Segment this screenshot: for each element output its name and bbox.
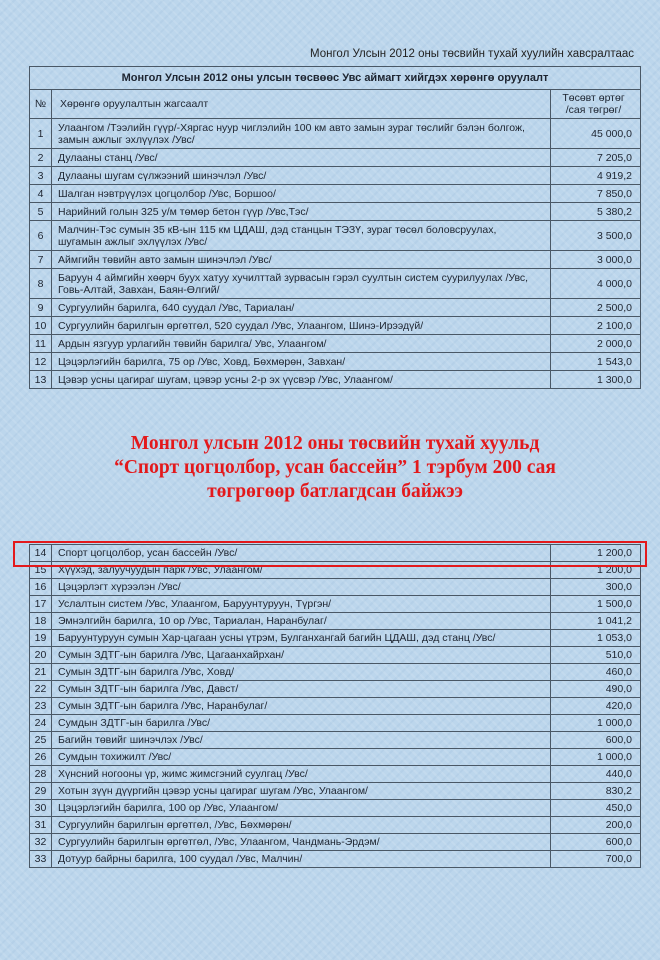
table-row bbox=[30, 698, 641, 715]
row-num: 7 bbox=[30, 251, 52, 269]
row-name-line1: Нарийний голын 325 у/м төмөр бетон гүүр /Увс,Тэс/ bbox=[58, 205, 309, 218]
row-num: 1 bbox=[30, 119, 52, 149]
row-amount: 700,0 bbox=[551, 851, 641, 868]
row-name-line1: Ардын язгуур урлагийн төвийн барилга/ Увс, Улаангом/ bbox=[58, 337, 327, 350]
row-name bbox=[52, 371, 551, 389]
row-num: 28 bbox=[30, 766, 52, 783]
row-name bbox=[52, 185, 551, 203]
row-name-line1: Аймгийн төвийн авто замын шинэчлэл /Увс/ bbox=[58, 253, 272, 266]
annotation-line3: төгрөгөөр батлагдсан байжээ bbox=[207, 481, 463, 502]
row-num: 8 bbox=[30, 269, 52, 299]
row-amount: 4 919,2 bbox=[550, 167, 640, 185]
row-num: 19 bbox=[30, 630, 52, 647]
row-name-line1: Шалган нэвтрүүлэх цогцолбор /Увс, Боршоо/ bbox=[58, 187, 276, 200]
row-name: Баруунтуруун сумын Хар-цагаан усны үтрэм, Булганхангай багийн ЦДАШ, дэд станц /Увс/ bbox=[52, 630, 551, 647]
row-name bbox=[52, 269, 551, 299]
row-num: 26 bbox=[30, 749, 52, 766]
header-amount-line1: Төсөвт өртөг bbox=[562, 92, 625, 104]
table-row bbox=[30, 766, 641, 783]
red-annotation bbox=[40, 432, 630, 504]
row-amount: 1 000,0 bbox=[551, 749, 641, 766]
header-name: Хөрөнгө оруулалтын жагсаалт bbox=[52, 90, 551, 119]
row-num: 22 bbox=[30, 681, 52, 698]
row-name bbox=[52, 221, 551, 251]
table-row bbox=[30, 353, 641, 371]
row-num: 12 bbox=[30, 353, 52, 371]
row-name bbox=[52, 203, 551, 221]
table-row bbox=[30, 749, 641, 766]
row-num: 3 bbox=[30, 167, 52, 185]
table-row bbox=[30, 664, 641, 681]
row-amount: 5 380,2 bbox=[550, 203, 640, 221]
highlight-box bbox=[13, 541, 647, 567]
row-num: 17 bbox=[30, 596, 52, 613]
row-amount: 460,0 bbox=[551, 664, 641, 681]
row-name: Эмнэлгийн барилга, 10 ор /Увс, Тариалан, Наранбулаг/ bbox=[52, 613, 551, 630]
row-num: 14 bbox=[30, 545, 52, 562]
row-name bbox=[52, 335, 551, 353]
row-amount: 7 850,0 bbox=[550, 185, 640, 203]
row-name: Сумын ЗДТГ-ын барилга /Увс, Цагаанхайрхан/ bbox=[52, 647, 551, 664]
row-num: 13 bbox=[30, 371, 52, 389]
table-body-top bbox=[30, 119, 641, 389]
row-name bbox=[52, 251, 551, 269]
row-name: Сургуулийн барилгын өргөтгөл, /Увс, Улаангом, Чандмань-Эрдэм/ bbox=[52, 834, 551, 851]
table-title: Монгол Улсын 2012 оны улсын төсвөөс Увс аймагт хийгдэх хөрөнгө оруулалт bbox=[30, 67, 641, 90]
row-num: 32 bbox=[30, 834, 52, 851]
row-name-line1: Цэвэр усны цагираг шугам, цэвэр усны 2-р эх үүсвэр /Увс, Улаангом/ bbox=[58, 373, 393, 386]
annotation-line2: “Спорт цогцолбор, усан бассейн” 1 тэрбум 200 сая bbox=[114, 457, 556, 478]
appendix-note: Монгол Улсын 2012 оны төсвийн тухай хуулийн хавсралтаас bbox=[310, 48, 634, 60]
row-amount: 450,0 bbox=[551, 800, 641, 817]
row-num: 5 bbox=[30, 203, 52, 221]
annotation-line1: Монгол улсын 2012 оны төсвийн тухай хуульд bbox=[130, 433, 540, 454]
row-num: 23 bbox=[30, 698, 52, 715]
row-amount: 440,0 bbox=[551, 766, 641, 783]
row-num: 6 bbox=[30, 221, 52, 251]
row-amount: 7 205,0 bbox=[550, 149, 640, 167]
row-name: Хүүхэд, залуучуудын парк /Увс, Улаангом/ bbox=[52, 562, 551, 579]
table-row bbox=[30, 167, 641, 185]
row-name-line1: Сургуулийн барилгын өргөтгөл, 520 суудал /Увс, Улаангом, Шинэ-Ирээдүй/ bbox=[58, 319, 424, 332]
table-row bbox=[30, 119, 641, 149]
row-name-line2: замын ажлыг эхлүүлэх /Увс/ bbox=[58, 133, 195, 146]
row-amount: 1 053,0 bbox=[551, 630, 641, 647]
row-name-line1: Малчин-Тэс сумын 35 кВ-ын 115 км ЦДАШ, дэд станцын ТЭЗҮ, зураг төсөл боловсруулах, bbox=[58, 223, 497, 236]
row-num: 9 bbox=[30, 299, 52, 317]
investment-table-bottom bbox=[29, 544, 641, 868]
row-num: 16 bbox=[30, 579, 52, 596]
row-name-line2: Говь-Алтай, Завхан, Баян-Өлгий/ bbox=[58, 283, 220, 296]
row-name: Сумдын ЗДТГ-ын барилга /Увс/ bbox=[52, 715, 551, 732]
row-amount: 3 500,0 bbox=[550, 221, 640, 251]
table-header-row bbox=[30, 90, 641, 119]
row-amount: 2 000,0 bbox=[550, 335, 640, 353]
row-num: 31 bbox=[30, 817, 52, 834]
row-name: Цэцэрлэгийн барилга, 100 ор /Увс, Улаангом/ bbox=[52, 800, 551, 817]
row-name-line1: Дулааны станц /Увс/ bbox=[58, 151, 158, 164]
table-row bbox=[30, 185, 641, 203]
table-row bbox=[30, 317, 641, 335]
row-name: Сумын ЗДТГ-ын барилга /Увс, Давст/ bbox=[52, 681, 551, 698]
table-row bbox=[30, 851, 641, 868]
row-amount: 4 000,0 bbox=[550, 269, 640, 299]
row-name-line1: Баруун 4 аймгийн хөөрч буух хатуу хучилттай зурвасын гэрэл суултын систем суурилуулах /Увс, bbox=[58, 271, 529, 284]
table-body-bottom bbox=[30, 545, 641, 868]
table-row bbox=[30, 203, 641, 221]
row-amount: 1 200,0 bbox=[551, 545, 641, 562]
row-name bbox=[52, 353, 551, 371]
table-row bbox=[30, 630, 641, 647]
row-num: 4 bbox=[30, 185, 52, 203]
row-name: Цэцэрлэгт хүрээлэн /Увс/ bbox=[52, 579, 551, 596]
row-num: 25 bbox=[30, 732, 52, 749]
table-row bbox=[30, 221, 641, 251]
row-amount: 2 500,0 bbox=[550, 299, 640, 317]
row-num: 29 bbox=[30, 783, 52, 800]
row-amount: 830,2 bbox=[551, 783, 641, 800]
row-amount: 600,0 bbox=[551, 834, 641, 851]
row-num: 30 bbox=[30, 800, 52, 817]
table-row bbox=[30, 715, 641, 732]
row-name-line1: Цэцэрлэгийн барилга, 75 ор /Увс, Ховд, Бөхмөрөн, Завхан/ bbox=[58, 355, 346, 368]
row-amount: 1 200,0 bbox=[551, 562, 641, 579]
row-amount: 1 000,0 bbox=[551, 715, 641, 732]
row-amount: 45 000,0 bbox=[550, 119, 640, 149]
row-amount: 490,0 bbox=[551, 681, 641, 698]
row-name: Сумдын тохижилт /Увс/ bbox=[52, 749, 551, 766]
table-row bbox=[30, 335, 641, 353]
row-num: 11 bbox=[30, 335, 52, 353]
row-name: Хотын зүүн дүүргийн цэвэр усны цагираг шугам /Увс, Улаангом/ bbox=[52, 783, 551, 800]
row-num: 33 bbox=[30, 851, 52, 868]
table-row bbox=[30, 596, 641, 613]
row-num: 2 bbox=[30, 149, 52, 167]
row-num: 10 bbox=[30, 317, 52, 335]
table-row bbox=[30, 834, 641, 851]
table-row bbox=[30, 800, 641, 817]
row-name bbox=[52, 299, 551, 317]
row-name: Багийн төвийг шинэчлэх /Увс/ bbox=[52, 732, 551, 749]
table-title-row bbox=[30, 67, 641, 90]
row-amount: 2 100,0 bbox=[550, 317, 640, 335]
row-amount: 1 543,0 bbox=[550, 353, 640, 371]
row-amount: 600,0 bbox=[551, 732, 641, 749]
row-amount: 510,0 bbox=[551, 647, 641, 664]
row-name: Хүнсний ногооны үр, жимс жимсгэний суулгац /Увс/ bbox=[52, 766, 551, 783]
row-num: 20 bbox=[30, 647, 52, 664]
row-name: Спорт цогцолбор, усан бассейн /Увс/ bbox=[52, 545, 551, 562]
row-num: 24 bbox=[30, 715, 52, 732]
table-row bbox=[30, 647, 641, 664]
table-row bbox=[30, 732, 641, 749]
table-row bbox=[30, 613, 641, 630]
table-row bbox=[30, 299, 641, 317]
row-amount: 200,0 bbox=[551, 817, 641, 834]
table-row bbox=[30, 269, 641, 299]
table-row bbox=[30, 251, 641, 269]
row-amount: 1 500,0 bbox=[551, 596, 641, 613]
table-row bbox=[30, 149, 641, 167]
header-amount bbox=[550, 90, 640, 119]
table-row bbox=[30, 817, 641, 834]
row-num: 15 bbox=[30, 562, 52, 579]
table-row bbox=[30, 579, 641, 596]
row-amount: 1 300,0 bbox=[550, 371, 640, 389]
row-amount: 300,0 bbox=[551, 579, 641, 596]
table-row bbox=[30, 681, 641, 698]
header-num: № bbox=[30, 90, 52, 119]
row-name-line2: шугамын ажлыг эхлүүлэх /Увс/ bbox=[58, 235, 208, 248]
row-name: Дотуур байрны барилга, 100 суудал /Увс, Малчин/ bbox=[52, 851, 551, 868]
header-amount-line2: /сая төгрөг/ bbox=[565, 104, 622, 116]
row-name: Услалтын систем /Увс, Улаангом, Баруунтуруун, Түргэн/ bbox=[52, 596, 551, 613]
row-name: Сумын ЗДТГ-ын барилга /Увс, Ховд/ bbox=[52, 664, 551, 681]
table-row bbox=[30, 783, 641, 800]
row-name-line1: Дулааны шугам сүлжээний шинэчлэл /Увс/ bbox=[58, 169, 267, 182]
row-name bbox=[52, 149, 551, 167]
investment-table-top bbox=[29, 66, 641, 389]
row-num: 18 bbox=[30, 613, 52, 630]
row-amount: 420,0 bbox=[551, 698, 641, 715]
row-name: Сумын ЗДТГ-ын барилга /Увс, Наранбулаг/ bbox=[52, 698, 551, 715]
row-name-line1: Сургуулийн барилга, 640 суудал /Увс, Тариалан/ bbox=[58, 301, 295, 314]
row-amount: 3 000,0 bbox=[550, 251, 640, 269]
row-name bbox=[52, 317, 551, 335]
row-name bbox=[52, 119, 551, 149]
row-amount: 1 041,2 bbox=[551, 613, 641, 630]
table-row bbox=[30, 371, 641, 389]
row-name: Сургуулийн барилгын өргөтгөл, /Увс, Бөхмөрөн/ bbox=[52, 817, 551, 834]
row-name bbox=[52, 167, 551, 185]
row-num: 21 bbox=[30, 664, 52, 681]
row-name-line1: Улаангом /Тээлийн гүүр/-Хяргас нуур чиглэлийн 100 км авто замын зураг төслийг бэлэн болгож, bbox=[58, 121, 525, 134]
